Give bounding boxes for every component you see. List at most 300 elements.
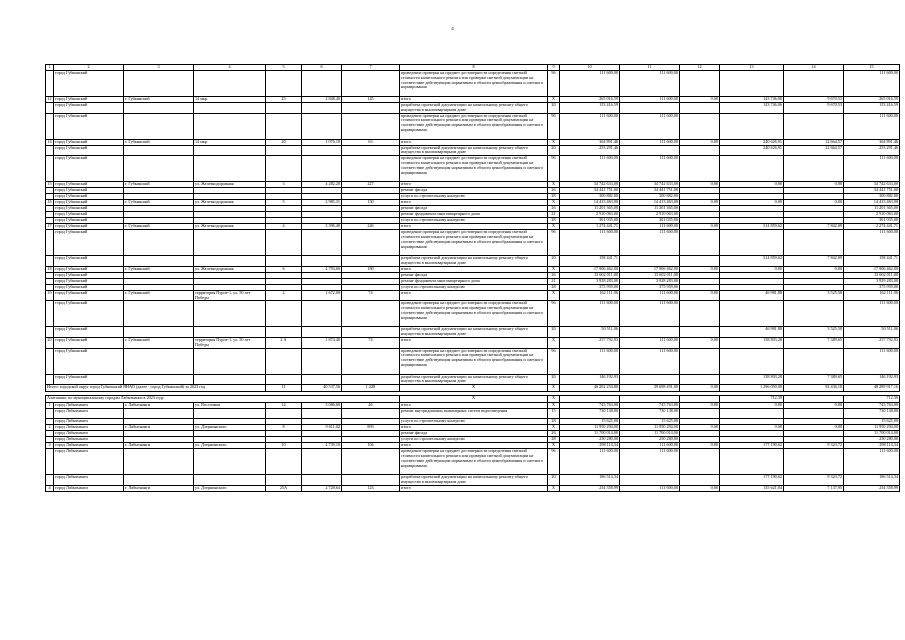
table-cell: 0,00 [680, 200, 720, 206]
table-cell: итого [400, 97, 548, 103]
table-cell [342, 103, 400, 114]
table-cell: 12 [47, 96, 52, 101]
table-cell [124, 409, 194, 419]
table-cell: 257 792,93 [560, 337, 620, 348]
table-cell: 12 [680, 65, 720, 71]
table-cell: 34 742 633,00 [844, 182, 900, 188]
table-cell: 46 981,88 [720, 327, 784, 338]
table-cell: город Губкинский [54, 337, 124, 348]
table-cell: 3 928 283,00 [620, 278, 680, 284]
table-cell [266, 156, 302, 182]
table-row [46, 256, 900, 267]
table-cell: 153 416,59 [844, 103, 900, 114]
table-cell: город Губкинский [54, 290, 124, 301]
table-cell: 28 [548, 437, 560, 443]
table-cell: 265 016,59 [844, 97, 900, 103]
table-cell: 25 [266, 97, 302, 103]
table-cell: Х [548, 485, 560, 491]
table-cell: город Губкинский [54, 224, 124, 230]
table-cell: 0,00 [680, 443, 720, 449]
table-cell: 153 416,59 [560, 103, 620, 114]
table-cell [680, 327, 720, 338]
table-cell: 2 985,31 [302, 200, 342, 206]
table-cell [194, 301, 266, 327]
table-cell: ремонт фасада [400, 188, 548, 194]
table-cell: 298 114,34 [844, 443, 900, 449]
table-cell [46, 409, 54, 419]
table-cell [784, 409, 844, 419]
table-cell: город Лабытнанги [54, 431, 124, 437]
table-cell: ул. Восточная [194, 403, 266, 409]
table-cell: Итого: городской округ город Губкинский ЯНАО (далее - город Губкинский) за 2023 год [46, 385, 266, 392]
table-cell: 0,00 [720, 403, 784, 409]
table-cell: 180 [342, 266, 400, 272]
table-cell: 28 [548, 194, 560, 200]
table-cell [784, 348, 844, 374]
table-cell: 111 600,00 [844, 113, 900, 139]
table-cell [266, 113, 302, 139]
table-cell [266, 327, 302, 338]
table-cell [784, 113, 844, 139]
table-cell: г. Губкинский [124, 337, 194, 348]
table-row [46, 475, 900, 486]
table-cell: 28 [548, 218, 560, 224]
table-cell: 186 514,34 [844, 475, 900, 486]
table-cell: 13 [720, 65, 784, 71]
table-cell [194, 230, 266, 256]
table-cell [46, 230, 54, 256]
table-cell: 9 [548, 65, 560, 71]
table-cell [720, 230, 784, 256]
table-cell: 0,00 [784, 182, 844, 188]
table-cell: г. Губкинский [124, 224, 194, 230]
table-cell: территория Пурпе-1, ул. 50 лет Победы [194, 290, 266, 301]
table-cell: 375 959,00 [560, 284, 620, 290]
table-cell: 34 441 751,00 [844, 188, 900, 194]
table-cell: 301 035,00 [620, 218, 680, 224]
table-cell: 0,00 [680, 224, 720, 230]
table-cell [342, 475, 400, 486]
table-cell: 0,00 [680, 182, 720, 188]
table-cell: 301 035,00 [844, 218, 900, 224]
table-cell [194, 103, 266, 114]
table-cell [266, 409, 302, 419]
table-cell: 745 763,00 [844, 403, 900, 409]
table-cell: 15 [47, 181, 52, 187]
table-cell: проведение проверки на предмет достоверности определения сметной стоимости капитального ремонта или проверки сметной документации на соответствие действующим нормативам в области ценообразования и сметного нормирования [400, 449, 548, 475]
table-cell [46, 374, 54, 385]
table-cell [124, 256, 194, 267]
table-cell: разработка проектной документации на капитальному ремонту общего имущества в многоквартирном доме [400, 256, 548, 267]
table-cell [784, 449, 844, 475]
table-cell: 28 [548, 284, 560, 290]
table-cell: Х [548, 200, 560, 206]
table-cell: г. Губкинский [124, 97, 194, 103]
table-cell [680, 409, 720, 419]
table-cell: г. Лабытнанги [124, 403, 194, 409]
table-cell: 13 602 011,00 [620, 272, 680, 278]
table-cell: 14 [784, 65, 844, 71]
table-cell: 50 511,06 [844, 327, 900, 338]
table-cell: 11 201 365,00 [560, 206, 620, 212]
table-cell: 158 441,71 [844, 256, 900, 267]
table-cell [302, 475, 342, 486]
table-cell: Х [400, 385, 548, 392]
table-cell [124, 475, 194, 486]
table-cell: 28 [548, 419, 560, 425]
table-cell: 11 950 294,00 [560, 425, 620, 431]
table-cell: 9 670,53 [784, 97, 844, 103]
table-cell: 186 514,34 [560, 475, 620, 486]
table-cell: 96 [548, 301, 560, 327]
table-cell: 9 323,72 [784, 443, 844, 449]
table-cell [680, 256, 720, 267]
table-cell: Х [548, 290, 560, 301]
table-row [46, 348, 900, 374]
section-row [46, 396, 900, 403]
table-cell: 111 600,00 [620, 337, 680, 348]
table-cell: 14 413 463,00 [620, 200, 680, 206]
table-cell: 111 600,00 [844, 230, 900, 256]
table-cell: 162 111,06 [844, 290, 900, 301]
table-cell: 111 600,00 [844, 71, 900, 97]
table-cell: 0,00 [784, 425, 844, 431]
table-cell [194, 145, 266, 156]
table-cell: 314 859,62 [720, 256, 784, 267]
table-cell: 2 910 063,00 [844, 212, 900, 218]
table-cell: город Губкинский [54, 145, 124, 156]
table-cell: 25А [266, 485, 302, 491]
table-cell: 9 670,53 [784, 103, 844, 114]
table-cell: 111 600,00 [620, 449, 680, 475]
table-cell [124, 71, 194, 97]
table-cell: город Лабытнанги [54, 437, 124, 443]
table-cell: 46 981,88 [720, 290, 784, 301]
table-cell: услуги по строительному контролю [400, 419, 548, 425]
table-cell: 730 138,00 [560, 409, 620, 419]
table-cell: услуги по строительному контролю [400, 284, 548, 290]
table-cell: 16 [47, 199, 52, 205]
table-cell: г. Губкинский [124, 200, 194, 206]
table-cell: 34 742 633,00 [620, 182, 680, 188]
table-cell: 1 274 441,71 [560, 224, 620, 230]
table-cell [680, 145, 720, 156]
table-cell [680, 396, 720, 403]
table-cell: итого [400, 443, 548, 449]
table-cell [302, 409, 342, 419]
table-cell: 4 739,10 [302, 443, 342, 449]
table-cell: 11 201 365,00 [620, 206, 680, 212]
table-cell: проведение проверки на предмет достоверности определения сметной стоимости капитального ремонта или проверки сметной документации на соответствие действующим нормативам в области ценообразования и сметного нормирования [400, 230, 548, 256]
table-cell: 2 910 063,00 [620, 212, 680, 218]
table-cell [266, 449, 302, 475]
table-cell: 4 [194, 65, 266, 71]
table-cell: г. Губкинский [124, 266, 194, 272]
table-row [46, 485, 900, 491]
table-cell [342, 113, 400, 139]
table-cell [266, 145, 302, 156]
table-cell [46, 301, 54, 327]
table-cell [194, 256, 266, 267]
table-cell: 6 [266, 266, 302, 272]
table-cell [720, 449, 784, 475]
table-cell [302, 156, 342, 182]
table-cell [302, 103, 342, 114]
table-cell [620, 103, 680, 114]
table-cell: 111 600,00 [620, 301, 680, 327]
table-cell: 300 882,00 [844, 194, 900, 200]
table-cell [46, 449, 54, 475]
table-cell: 146 192,93 [560, 374, 620, 385]
table-cell: 15 625,00 [620, 419, 680, 425]
table-cell: ремонт фасада [400, 431, 548, 437]
table-cell: Алатанана: по муниципальному городам Лабытнанги в 2023 году [46, 396, 400, 403]
table-cell [266, 256, 302, 267]
table-cell: 111 600,00 [620, 224, 680, 230]
table-cell: 14 [266, 403, 302, 409]
table-cell: город Лабытнанги [54, 449, 124, 475]
table-cell: проведение проверки на предмет достоверности определения сметной стоимости капитального ремонта или проверки сметной документации на соответствие действующим нормативам в области ценообразования и сметного нормирования [400, 113, 548, 139]
table-cell: 7 842,09 [784, 256, 844, 267]
table-cell: город Губкинский [54, 156, 124, 182]
table-cell: Х [548, 97, 560, 103]
table-cell: итого [400, 425, 548, 431]
table-cell: 9 323,72 [784, 475, 844, 486]
table-cell: город Губкинский [54, 139, 124, 145]
table-cell [194, 449, 266, 475]
table-cell: 177 190,62 [720, 443, 784, 449]
table-cell [46, 103, 54, 114]
table-cell: 111 600,00 [560, 301, 620, 327]
table-cell: 21 [548, 278, 560, 284]
table-cell: город Лабытнанги [54, 409, 124, 419]
table-cell [620, 374, 680, 385]
table-cell: 158 441,71 [560, 256, 620, 267]
table-cell [46, 113, 54, 139]
table-cell: итого [400, 224, 548, 230]
table-cell: Х [548, 425, 560, 431]
table-cell: 0,00 [784, 403, 844, 409]
table-cell [680, 374, 720, 385]
table-cell: 0,00 [680, 425, 720, 431]
table-cell: ремонт фундамента многоквартирного дома [400, 212, 548, 218]
table-cell: 0,00 [720, 425, 784, 431]
table-cell [342, 156, 400, 182]
table-cell: 5 [266, 200, 302, 206]
table-row [46, 71, 900, 97]
table-cell: 12 664,57 [784, 145, 844, 156]
table-cell: 298 114,34 [560, 443, 620, 449]
table-cell [620, 475, 680, 486]
table-cell: 146 192,93 [844, 374, 900, 385]
table-cell: ул. Железнодорожная [194, 266, 266, 272]
table-row [46, 290, 900, 301]
table-cell: 0,00 [680, 266, 720, 272]
table-row [46, 103, 900, 114]
table-cell: город Губкинский [54, 301, 124, 327]
table-cell: г. Губкинский [124, 182, 194, 188]
table-cell: 0,00 [680, 97, 720, 103]
table-cell: итого [400, 139, 548, 145]
table-cell: г. Лабытнанги [124, 485, 194, 491]
table-cell [680, 475, 720, 486]
table-cell: 145 [342, 97, 400, 103]
table-cell: 0,00 [720, 266, 784, 272]
table-cell: 11 [620, 65, 680, 71]
table-cell [124, 145, 194, 156]
table-cell [302, 301, 342, 327]
table-cell: 11 [266, 385, 302, 392]
table-cell: 111 600,00 [560, 71, 620, 97]
table-cell: итого [400, 485, 548, 491]
table-cell: 364 891,46 [560, 139, 620, 145]
table-cell: 26 [548, 188, 560, 194]
table-cell: Х [400, 396, 548, 403]
table-cell: 2 [46, 425, 54, 431]
table-cell: 11 700 014,00 [560, 431, 620, 437]
table-cell: 4 282,20 [302, 182, 342, 188]
table-cell: город Губкинский [54, 272, 124, 278]
table-cell: 0,00 [680, 385, 720, 392]
table-cell: итого [400, 290, 548, 301]
page-number: 4 [451, 27, 454, 32]
table-cell: 227 [342, 182, 400, 188]
table-cell: 7 [342, 65, 400, 71]
table-cell: 111 600,00 [620, 71, 680, 97]
table-cell [342, 327, 400, 338]
table-cell: город Губкинский [54, 212, 124, 218]
table-cell: 111 600,00 [560, 156, 620, 182]
table-cell: ул. Дзержинского [194, 485, 266, 491]
table-cell: ремонт фасада [400, 206, 548, 212]
table-row [46, 230, 900, 256]
table-cell: 14 мкр. [194, 97, 266, 103]
table-cell: город Лабытнанги [54, 403, 124, 409]
table-cell: 893 [342, 425, 400, 431]
table-cell [46, 327, 54, 338]
table-cell: 4 [46, 485, 54, 491]
table-cell: город Губкинский [54, 200, 124, 206]
table-cell: разработка проектной документации на капитальному ремонту общего имущества в многоквартирном доме [400, 374, 548, 385]
table-cell [720, 301, 784, 327]
table-cell: 26 [548, 431, 560, 437]
table-cell: 712,39 [844, 396, 900, 403]
table-cell [124, 449, 194, 475]
table-cell: 50 511,06 [560, 327, 620, 338]
table-cell: 40 537,56 [302, 385, 342, 392]
table-cell: Х [548, 385, 560, 392]
table-cell: 0,00 [784, 266, 844, 272]
table-cell: 7 389,65 [784, 374, 844, 385]
table-cell: 26 [548, 206, 560, 212]
table-cell [46, 475, 54, 486]
table-cell: город Губкинский [54, 327, 124, 338]
table-cell: 177 190,62 [720, 475, 784, 486]
table-cell [124, 327, 194, 338]
table-cell [680, 156, 720, 182]
table-cell: 250 280,00 [620, 437, 680, 443]
table-cell [302, 145, 342, 156]
table-cell: Х [548, 224, 560, 230]
table-cell: 92 436,18 [784, 385, 844, 392]
table-cell: 96 [548, 156, 560, 182]
table-cell: город Губкинский [54, 278, 124, 284]
table-cell [342, 301, 400, 327]
table-cell: 34 441 751,00 [560, 188, 620, 194]
table-cell [266, 230, 302, 256]
table-cell: 240 626,91 [720, 139, 784, 145]
table-cell: 20 [548, 374, 560, 385]
table-cell [680, 348, 720, 374]
table-cell [784, 71, 844, 97]
table-cell [194, 156, 266, 182]
table-cell: 1 [46, 65, 54, 71]
table-cell [342, 256, 400, 267]
table-cell: 11 950 294,00 [620, 425, 680, 431]
table-cell: 7 389,65 [784, 337, 844, 348]
table-cell: Х [548, 337, 560, 348]
table-cell: 15 625,00 [844, 419, 900, 425]
table-cell: город Губкинский [54, 71, 124, 97]
table-cell: город Лабытнанги [54, 485, 124, 491]
table-cell: 74 [342, 290, 400, 301]
table-cell: 0,00 [720, 200, 784, 206]
table-cell: 254 358,99 [844, 485, 900, 491]
table-cell: 7 137,95 [784, 485, 844, 491]
table-cell [46, 348, 54, 374]
table-cell: город Лабытнанги [54, 425, 124, 431]
table-cell: город Губкинский [54, 230, 124, 256]
table-cell [124, 230, 194, 256]
table-row [46, 145, 900, 156]
table-cell: 48 289 917,16 [844, 385, 900, 392]
table-cell: 314 859,62 [720, 224, 784, 230]
table-cell [266, 301, 302, 327]
table-cell [46, 156, 54, 182]
table-cell: Х [548, 266, 560, 272]
capital-repair-table [45, 64, 900, 492]
table-cell: 111 600,00 [620, 113, 680, 139]
table-cell: 46 202 254,80 [560, 385, 620, 392]
table-cell: 17 [47, 223, 52, 229]
table-cell: 96 [548, 449, 560, 475]
table-cell: 34 742 633,00 [560, 182, 620, 188]
table-cell: 3 928 283,00 [560, 278, 620, 284]
table-cell: 111 600,00 [620, 230, 680, 256]
table-cell: 375 959,00 [844, 284, 900, 290]
table-cell: 96 [548, 71, 560, 97]
table-cell: 130 [342, 200, 400, 206]
table-cell: 104 [342, 443, 400, 449]
table-cell: 1 672,00 [302, 290, 342, 301]
table-cell: 20 [548, 145, 560, 156]
table-cell: 111 600,00 [844, 301, 900, 327]
table-cell: услуги по строительному контролю [400, 437, 548, 443]
table-cell [620, 256, 680, 267]
table-cell [302, 348, 342, 374]
table-cell [302, 256, 342, 267]
table-cell: город Лабытнанги [54, 475, 124, 486]
table-cell: Х [548, 443, 560, 449]
table-cell: услуги по строительному контролю [400, 194, 548, 200]
table-cell: Х [548, 403, 560, 409]
table-cell [620, 396, 680, 403]
table-cell [124, 374, 194, 385]
table-cell: 46 [342, 403, 400, 409]
table-cell: 250 280,00 [560, 437, 620, 443]
table-cell: 745 763,00 [620, 403, 680, 409]
table-cell: разработка проектной документации на капитальному ремонту общего имущества в многоквартирном доме [400, 145, 548, 156]
